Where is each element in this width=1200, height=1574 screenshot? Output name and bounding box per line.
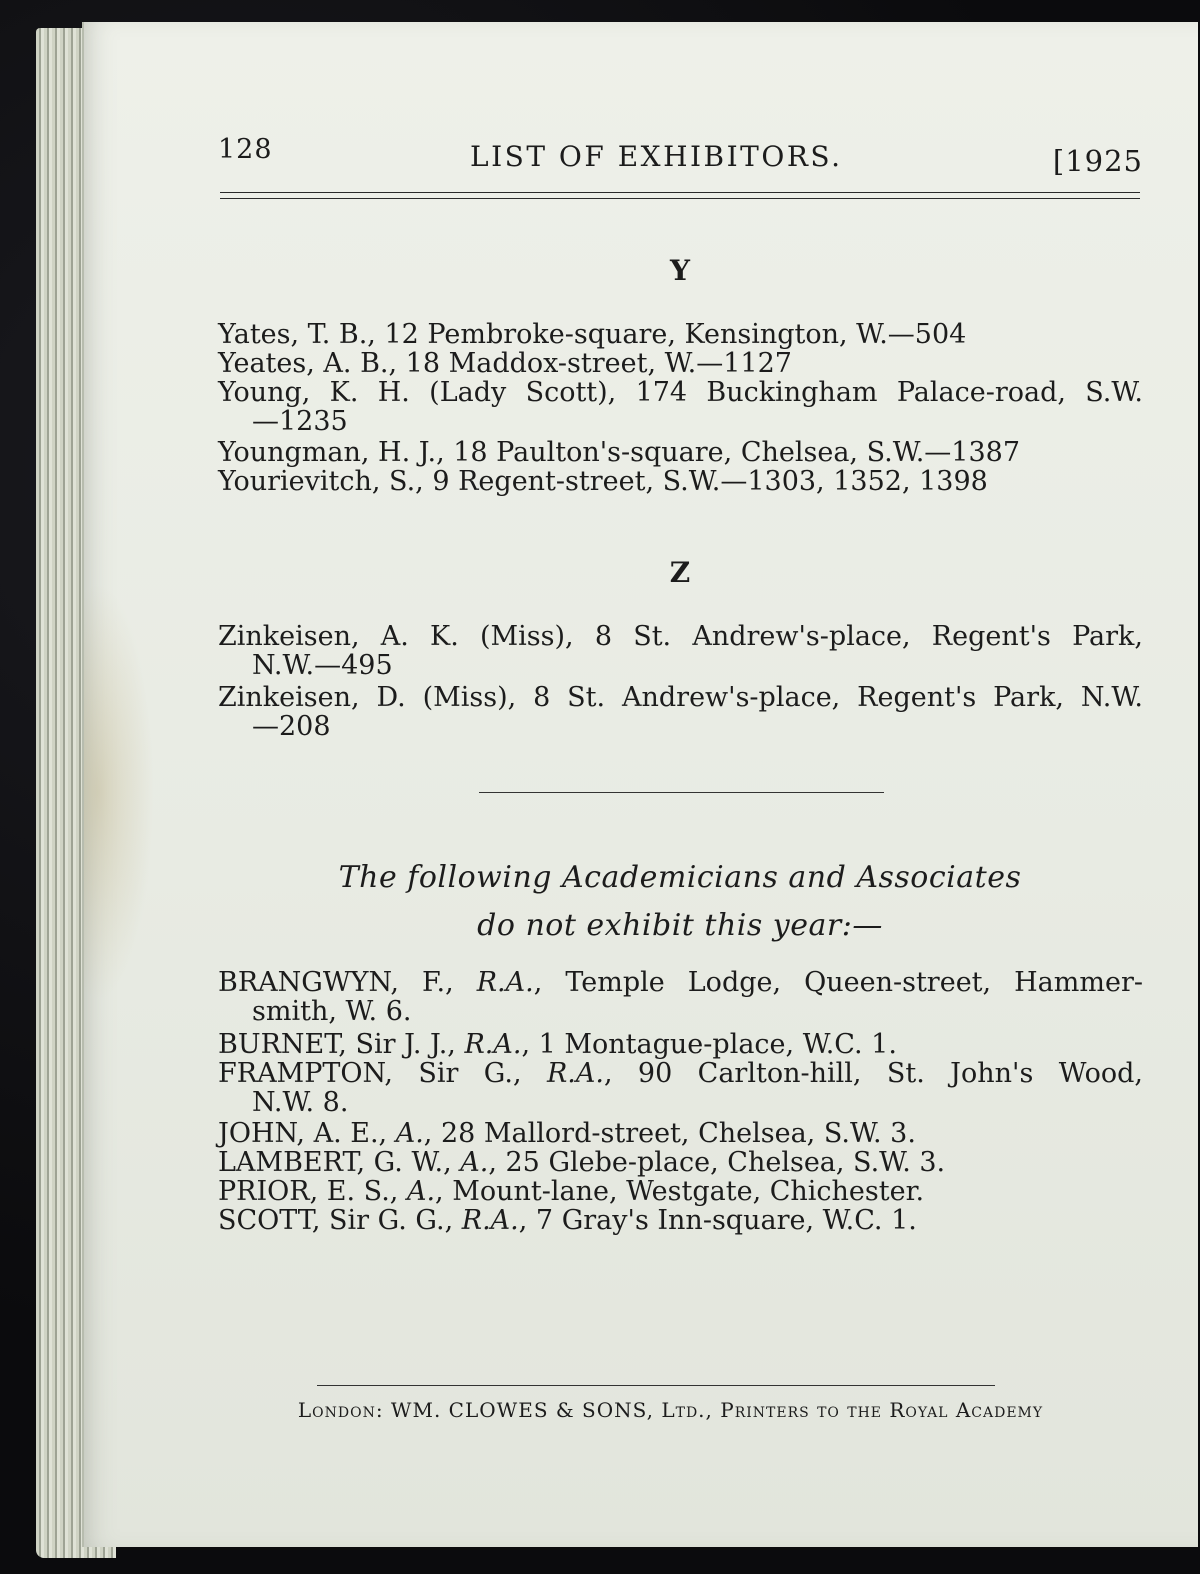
academician-entry (218, 1059, 1143, 1117)
academician-line (218, 968, 1143, 997)
entry-continuation: N.W. 8. (252, 1087, 349, 1118)
academician-address: , Mount-lane, Westgate, Chichester. (435, 1176, 925, 1207)
academician-rank: A. (406, 1176, 436, 1207)
academician-entry (218, 1119, 1143, 1148)
academician-address: , 90 Carlton-hill, St. John's Wood, (603, 1058, 1143, 1089)
exhibitor-entry (218, 438, 1143, 467)
academician-rank: R.A. (546, 1058, 604, 1089)
academician-rank: A. (395, 1118, 424, 1149)
entry-text: Yates, T. B., 12 Pembroke-square, Kensington, W.—504 (218, 319, 967, 350)
exhibitor-entry (218, 349, 1143, 378)
section-letter-z: Z (669, 556, 691, 589)
exhibitor-entry (218, 622, 1143, 680)
academician-address: , Temple Lodge, Queen-street, Hammer- (533, 967, 1143, 998)
exhibitor-entry (218, 683, 1143, 741)
academician-rank: R.A. (464, 1029, 522, 1060)
academician-entry (218, 1206, 1143, 1235)
page-stain (84, 582, 154, 1002)
academician-name: BURNET, Sir J. J., (218, 1029, 465, 1060)
academician-address: , 28 Mallord-street, Chelsea, S.W. 3. (423, 1118, 916, 1149)
academician-name: PRIOR, E. S., (218, 1176, 407, 1207)
footer-rule (317, 1385, 995, 1386)
academician-line (218, 1059, 1143, 1088)
running-header (218, 134, 1143, 184)
academician-address: , 25 Glebe-place, Chelsea, S.W. 3. (488, 1147, 946, 1178)
entry-text: Young, K. H. (Lady Scott), 174 Buckingham Palace-road, S.W. (218, 377, 1143, 408)
entry-continuation: —208 (252, 711, 331, 742)
academician-name: LAMBERT, G. W., (218, 1147, 461, 1178)
academician-name: JOHN, A. E., (218, 1118, 396, 1149)
entry-continuation: smith, W. 6. (252, 996, 412, 1027)
header-year: [1925 (1052, 144, 1143, 178)
academician-address: , 7 Gray's Inn-square, W.C. 1. (518, 1205, 917, 1236)
academician-name: FRAMPTON, Sir G., (218, 1058, 547, 1089)
academician-name: SCOTT, Sir G. G., (218, 1205, 462, 1236)
entry-continuation: N.W.—495 (252, 650, 393, 681)
academician-address: , 1 Montague-place, W.C. 1. (521, 1029, 897, 1060)
academician-entry (218, 968, 1143, 1026)
exhibitor-entry (218, 320, 1143, 349)
page-title: LIST OF EXHIBITORS. (470, 140, 843, 173)
academician-name: BRANGWYN, F., (218, 967, 477, 998)
exhibitor-entry (218, 467, 1143, 496)
header-double-rule (220, 192, 1140, 199)
entry-continuation: —1235 (252, 406, 348, 437)
entry-text: Yourievitch, S., 9 Regent-street, S.W.—1303, 1352, 1398 (218, 466, 988, 497)
section-divider (479, 792, 884, 793)
entry-text: Zinkeisen, A. K. (Miss), 8 St. Andrew's-place, Regent's Park, (218, 621, 1143, 652)
academician-rank: R.A. (476, 967, 534, 998)
exhibitor-entry (218, 378, 1143, 436)
note-line-1: The following Academicians and Associates (338, 860, 1022, 895)
section-letter-y: Y (670, 254, 690, 287)
book-page (82, 22, 1198, 1547)
entry-text: Youngman, H. J., 18 Paulton's-square, Chelsea, S.W.—1387 (218, 437, 1021, 468)
entry-text: Yeates, A. B., 18 Maddox-street, W.—1127 (218, 348, 792, 379)
academician-entry (218, 1030, 1143, 1059)
academician-rank: A. (460, 1147, 489, 1178)
printer-imprint: London: WM. CLOWES & SONS, Ltd., Printers to the Royal Academy (297, 1398, 1044, 1422)
academician-rank: R.A. (461, 1205, 519, 1236)
note-line-2: do not exhibit this year:— (477, 908, 883, 943)
academician-entry (218, 1177, 1143, 1206)
academician-entry (218, 1148, 1143, 1177)
page-number: 128 (218, 134, 273, 165)
entry-text: Zinkeisen, D. (Miss), 8 St. Andrew's-place, Regent's Park, N.W. (218, 682, 1143, 713)
